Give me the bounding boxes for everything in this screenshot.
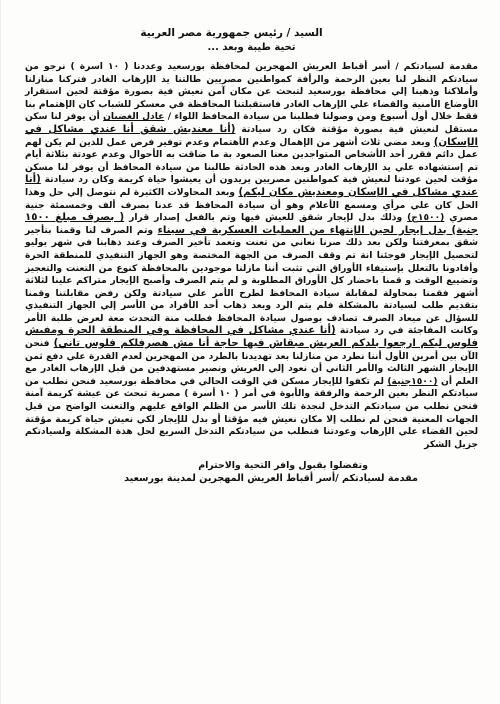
body-paragraph-events: وبعد مضي ثلاث أشهر من الإهمال وعدم الأهتمام وعدم توفير فرص عمل للذين لم يكن لهم عمل دائم فقرر أحد الأشخاص المتواجدين معنا الصعود بة ما ضاقت به الأحوال وعدم عودتة بثلاثة أيام تم إستشهاده علي يد الإرهاب الغادر وبعد هذه الحادثة طالبنا من سيادة المحافظ أن يوفر لنا مسكن مؤقت لحين عودتنا لنعيش فية كمواطنين مصريين يريدون أن يعيشوا حياة كريمة وكان رد سيادتة (25, 137, 479, 186)
rent-decree: ( بصرف مبلغ ١٥٠٠ جنية) بدل إيجار لحين الإنتهاء من العمليات العسكرية في سيناء (25, 212, 478, 236)
body-paragraph-events-cont: وبعد المحاولات الكثيرة لم نتوصل إلي حل وهذا الحل كان علي مرأي ومسمع الأعلام وهو أن سيادة المحافظ قد عدنا بصرف ألف وخمسمئة جنية مصري (25, 187, 478, 224)
governor-name: عادل الغضبان (103, 112, 165, 123)
letter-addressee: السيد / رئيس جمهورية مصر العربية (140, 27, 323, 39)
body-paragraph-complaint: وتم الصرف لنا وقمنا بتأجير شقق بمعرفتنا ولكن بعد ذلك صرنا نعاني من تعنت وتعمد تأخير الصرف وعند ذهابنا في شهر يوليو لتحصيل الإيجار فوجئنا انة تم وقف الصرف من الجهة المختصة وهو الجهاز التنفيذي للمنطقة الحرة وأفادونا بالتعلل بإستيفاء الأوراق التي تثبت أننا مازلنا موجودين بالمحافظة كنوع من التعنت والتعجيز وتضييع الوقت و قمنا باحضار كل الأوراق المطلوبة و لم يتم الصرف وأصبح الإيجار متراكم علينا لثلاثة أشهر فقمنا بمحاولة لمقابلة سيادة المحافظ لطرح الأمر علي سيادتة ولكن رفض مقابلتنا وقمنا بتقديم طلب لسيادتة بالمشكلة فلم يتم الرد وبعد ذهاب أحد الأفراد من الأسر إلي الجهاز التنفيذي للسؤال عن ميعاد الصرف تصادف بوصول سيادة المحافظ فطلب منة التحدث معة لعرض طلبة الأمر وكانت المفاجئة في رد سيادتة (25, 225, 478, 337)
letter-signature: مقدمة لسيادتكم /أسر أقباط العريش المهجرين لمدينة بورسعيد (124, 473, 418, 485)
governor-quote-3: (أنا عندي مشاكل في المحافظة وفي المنطقة الحرة ومفيش فلوس ليكم ارجعوا بلدكم العريش مبقاش فيها حاجة أنا مش هصرفلكم فلوس تاني) (25, 325, 479, 350)
body-paragraph-request: فنحن الآن بين أمرين الأول أننا نطرد من منازلنا بعد تهديدنا بالطرد من المهجرين لعدم القدرة علي دفع ثمن الإيجار الشهر الثالث والأمر الثاني أن نعود إلي العريش ونصير مستهدفين من قبل الإرهاب الغادر مع العلم أن (25, 339, 478, 387)
letter-document (25, 26, 478, 485)
body-paragraph-decree: وذلك بدل لإيجار شقق للعيش فيها وتم بالفعل إصدار قرار (129, 213, 403, 224)
governor-quote-2: (أنا عندي مشاكل في الإسكان ومعنديش مكان ليكم) (25, 174, 479, 198)
letter-body (25, 61, 478, 451)
governor-quote-1: (أنا معنديش شقق أنا عندي مشاكل في الإسكان) (25, 123, 478, 148)
body-paragraph-intro: مقدمة لسيادتكم / أسر أقباط العريش المهجرين لمحافظة بورسعيد وعددنا ( ١٠ اسرة ) نرجو من سيادتكم النظر لنا بعين الرحمة والرأفة كمواطنين مصريين طالتنا يد الإرهاب الغادر فتركنا منازلنا وأملاكنا وذهبنا إلي محافظة بورسعيد لتبحث عن مكان آمن نعيش فية بصورة مؤقتة لحين استقرار الأوضاع الأمنية والقضاء علي الإرهاب الغادر فاستقبلتنا المحافظة في معسكر للشباب كان الإهتمام بنا فقط خلال أول أسبوع ومن وصولنا فطلبنا من سيادة المحافظ اللواء / (25, 62, 478, 123)
rent-amount-2: (١٥٠٠جنية) (387, 376, 438, 387)
body-paragraph-request-cont: لم تكفوا للإيجار مسكن في الوقت الحالي في محافظة بورسعيد فنحن نطلب من سيادتكم النظر بعين الرحمة والرفقة والأبوة في أمر ( ١٠ أسرة ) مصرية تبحث عن عيشة كريمة آمنة فنحن نطلب من سيادتكم التدخل لنجدة تلك الأسر من الظلم الواقع عليهم والتعنت الواضح من قبل الجهات المعنية فنحن لم نطلب إلا مكان نعيش فيه مؤقتا أو بدل للإيجار لكي نعيش حياة كريمة مؤقتة لحين القضاء علي الإرهاب وعودتنا فنطلب من سيادتكم التدخل السريع لحل هذة المشكلة ولسيادتكم جزيل الشكر (25, 376, 478, 450)
body-paragraph-intro-cont: أن يوفر لنا سكن مستقل لنعيش فية بصورة مؤقتة فكان رد سيادتة (25, 112, 478, 135)
letter-closing: وتفضلوا بقبول وافر التحية والاحترام (198, 460, 368, 472)
rent-amount-1: (١٥٠٠ج) (407, 213, 445, 224)
letter-greeting: تحية طيبة وبعد ... (207, 42, 296, 53)
